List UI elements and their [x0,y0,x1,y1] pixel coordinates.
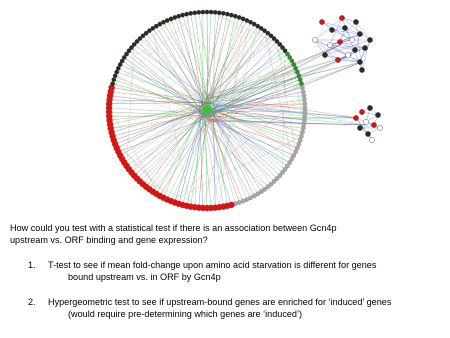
cluster-node [345,52,350,57]
answer-item-1 [10,259,446,284]
gene-node [237,200,241,204]
network-edges [109,12,365,208]
answer-2-line-1: Hypergeometric test to see if upstream-bound genes are enriched for ‘induced’ genes [48,296,392,307]
gene-node [201,10,205,14]
gene-node [173,15,177,19]
cluster-node [312,37,317,42]
edge [160,24,212,109]
gene-node [303,114,307,118]
gene-node [303,102,307,106]
gene-node [209,10,213,14]
gene-node [197,10,201,14]
edge [201,36,271,106]
cluster-node [359,67,364,72]
edge [114,140,175,202]
gene-node [300,130,304,134]
gene-node [221,11,225,15]
cluster-node [353,19,358,24]
answer-1-line-1: T-test to see if mean fold-change upon amino acid starvation is different for genes [48,259,377,270]
gene-node [302,93,306,97]
answer-number-2: 2. [28,296,36,307]
gene-node [302,118,306,122]
cluster-node [359,109,364,114]
answer-number-1: 1. [28,259,36,270]
edge [124,103,206,162]
gene-node [298,78,302,82]
gene-node [188,11,192,15]
cluster-node [335,57,340,62]
cluster-node [352,47,357,52]
gene-node [112,78,116,82]
gene-node [299,81,303,85]
gene-node [233,14,237,18]
cluster-node [339,15,344,20]
gene-node [205,10,209,14]
edge [211,12,280,44]
edge [111,92,209,105]
cluster-node [327,42,332,47]
gene-node [300,85,304,89]
gene-node [301,89,305,93]
edge [167,109,212,200]
gene-node [180,13,184,17]
cluster-node [357,31,362,36]
cluster-node [375,112,380,117]
gene-node [298,138,302,142]
gene-node [303,106,307,110]
cluster-node [342,25,347,30]
cluster-node [357,59,362,64]
edge [179,16,205,114]
cluster-node [353,115,358,120]
gene-node [193,11,197,15]
cluster-node [319,19,324,24]
cluster-node [365,131,370,136]
edge [215,12,295,68]
gene-node [241,199,245,203]
cluster-node [367,37,372,42]
cluster-node [349,37,354,42]
edge [129,51,203,115]
gene-node [299,134,303,138]
lower-cluster [353,105,382,142]
gene-node [176,14,180,18]
cluster-node [363,119,368,124]
cluster-node [357,125,362,130]
answer-2-line-2: (would require pre-determining which genes are ‘induced’) [68,309,303,320]
gene-node [301,126,305,130]
gene-node [302,98,306,102]
gene-node [169,17,173,21]
gene-node [225,12,229,16]
ring-center-hub [202,105,212,115]
cluster-node [371,122,376,127]
answer-1-line-2: bound upstream vs. in ORF by Gcn4p [68,272,221,283]
gene-node [217,11,221,15]
answer-item-2 [10,296,446,321]
edge [153,28,191,206]
question-line-2: upstream vs. ORF binding and gene expression? [10,235,208,246]
cluster-node [337,39,342,44]
cluster-node [329,27,334,32]
gene-node [302,122,306,126]
gene-node [213,10,217,14]
gene-node [297,74,301,78]
cluster-node [377,125,382,130]
edge [187,14,205,112]
gene-node [110,81,114,85]
cluster-node [367,105,372,110]
question-text-block [10,222,446,320]
cluster-node [362,45,367,50]
question-line-1: How could you test with a statistical test if there is an association between Gcn4p [10,223,337,233]
gene-node [229,13,233,17]
cluster-node [322,52,327,57]
edge [118,115,214,152]
edge [207,119,365,125]
gene-node [184,12,188,16]
gene-node [303,110,307,114]
cluster-node [369,137,374,142]
edge [203,22,251,208]
gene-node [237,15,241,19]
